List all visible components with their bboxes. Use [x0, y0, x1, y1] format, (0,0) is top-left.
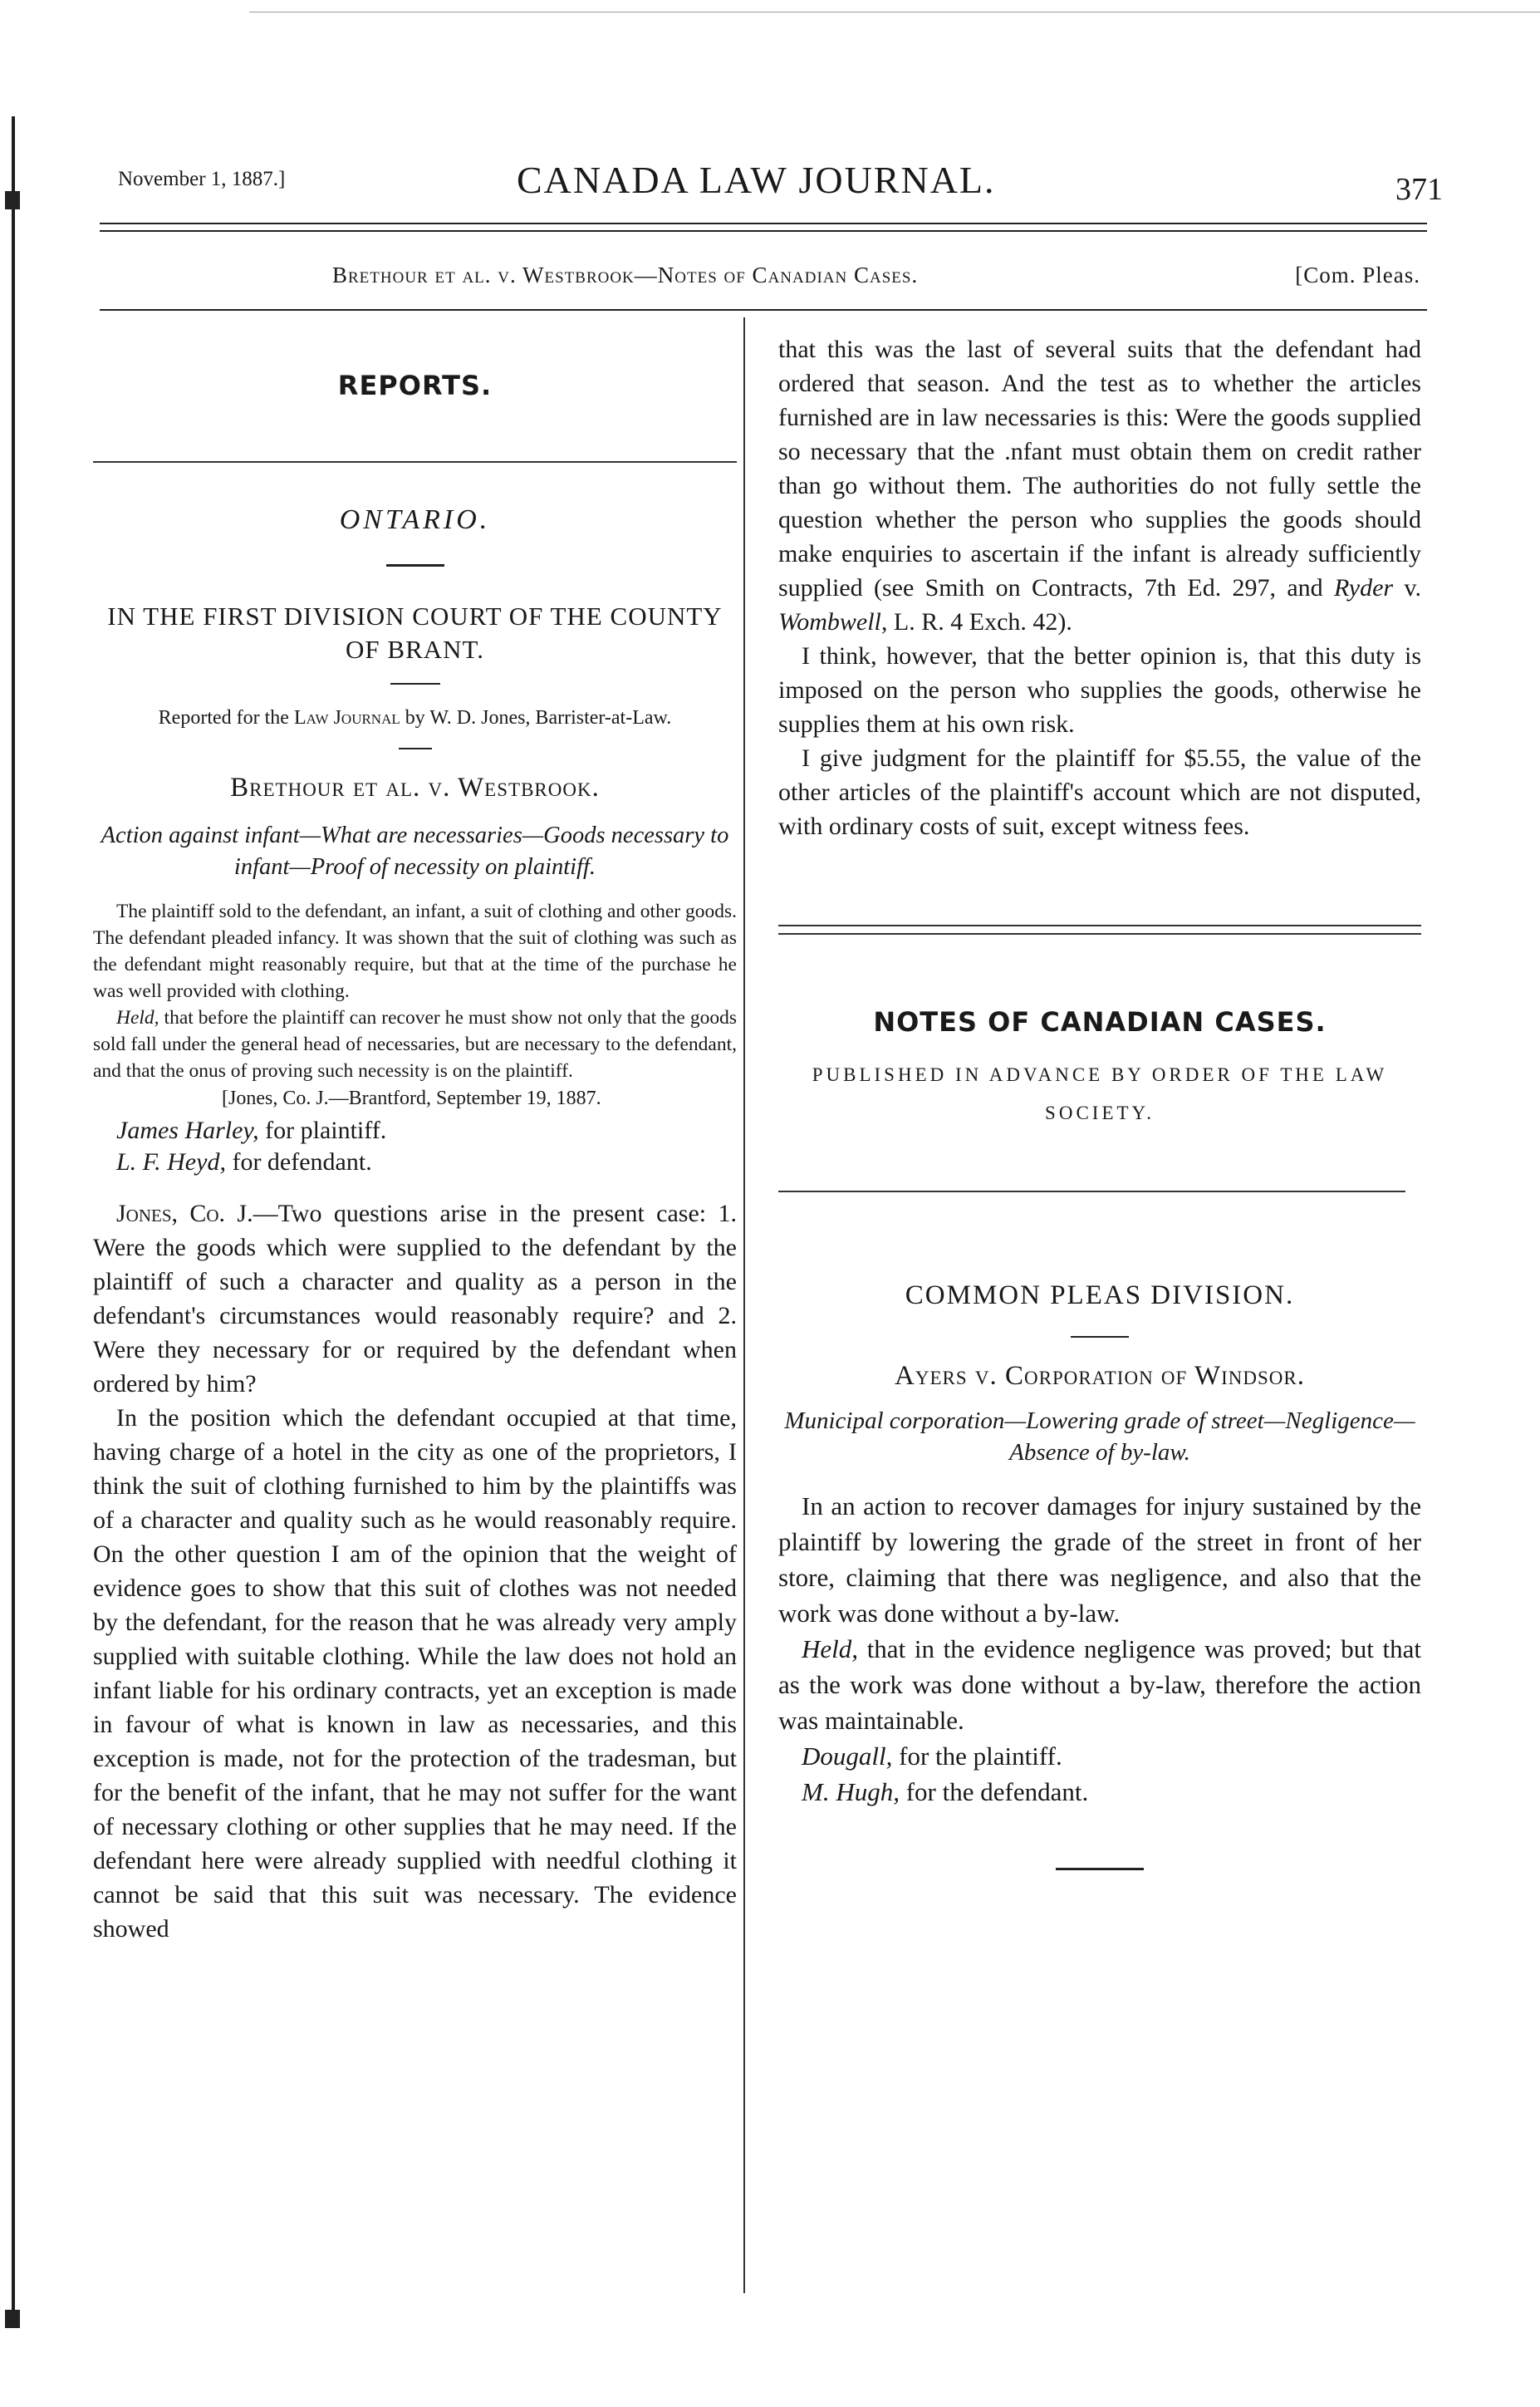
- case-summary: In an action to recover damages for injury sustained by the plaintiff by lowering the grade of the street in front of her store, claiming that there was negligence, and also that the work was done without a by-law.: [778, 1491, 1421, 1628]
- division-heading: COMMON PLEAS DIVISION.: [905, 1280, 1295, 1310]
- court-label: [Com. Pleas.: [1295, 263, 1420, 287]
- short-rule: [390, 683, 440, 685]
- judgment-paragraph: Jones, Co. J.—Two questions arise in the present case: 1. Were the goods which were supplied to the defendant by the plaintiff of such a character and quality as a person in the defendant's circumstances would reasonably require? and 2. Were they necessary for or required by the defendant when ordered by him?: [93, 1200, 737, 1398]
- section-rule-double-top: [778, 925, 1421, 926]
- counsel-defendant: M. Hugh, for the defendant.: [802, 1777, 1089, 1806]
- counsel-plaintiff: Dougall, for the plaintiff.: [802, 1741, 1062, 1771]
- section-rule: [93, 461, 737, 463]
- journal-title: CANADA LAW JOURNAL.: [517, 159, 996, 201]
- published-line: PUBLISHED IN ADVANCE BY ORDER OF THE LAW SOCIETY.: [812, 1064, 1388, 1123]
- column-divider: [743, 317, 745, 2293]
- short-rule: [386, 564, 444, 567]
- right-column: [778, 332, 1421, 1870]
- case-title: Brethour et al. v. Westbrook.: [230, 773, 600, 803]
- province-heading: ONTARIO.: [339, 504, 491, 535]
- held-note: Held, that in the evidence negligence was proved; but that as the work was done without a by-law, therefore the action was maintainable.: [778, 1634, 1421, 1735]
- case-subject: Municipal corporation—Lowering grade of street—Negligence—Absence of by-law.: [784, 1407, 1415, 1466]
- header-rule-bottom: [100, 230, 1427, 232]
- section-rule: [778, 1191, 1405, 1192]
- issue-date: November 1, 1887.]: [118, 168, 286, 190]
- reported-by: Reported for the Law Journal by W. D. Jones, Barrister-at-Law.: [158, 707, 672, 729]
- judge-line: [Jones, Co. J.—Brantford, September 19, 1887.: [222, 1088, 601, 1109]
- counsel-plaintiff: James Harley, for plaintiff.: [116, 1117, 387, 1144]
- counsel-defendant: L. F. Heyd, for defendant.: [116, 1148, 372, 1176]
- page-binding-edge: [0, 0, 25, 2407]
- header-rule-top: [100, 223, 1427, 224]
- subheader-rule: [100, 309, 1427, 311]
- held-note: Held, that before the plaintiff can recover he must show not only that the goods sold fall under the general head of necessaries, but are necessary to the defendant, and that the onus of proving such necessity is on the plaintiff.: [93, 1007, 737, 1082]
- end-rule: [1056, 1868, 1144, 1870]
- reports-heading: REPORTS.: [337, 370, 493, 401]
- headnote: The plaintiff sold to the defendant, an infant, a suit of clothing and other goods. The defendant pleaded infancy. It was shown that the suit of clothing was such as the defendant might reasonably require, but that at the time of the purchase he was well provided with clothing.: [93, 901, 737, 1002]
- short-rule: [1071, 1336, 1129, 1338]
- running-header: [118, 158, 1443, 216]
- notes-heading: NOTES OF CANADIAN CASES.: [873, 1006, 1327, 1038]
- case-line: Brethour et al. v. Westbrook—Notes of Canadian Cases.: [332, 263, 919, 287]
- case-subheader: [332, 263, 1420, 288]
- judgment-continued: that this was the last of several suits that the defendant had ordered that season. And the test as to whether the articles furnished are in law necessaries is this: Were the goods supplied so necessary that the .nfant must obtain them on credit rather than go without them. The authorities do not fully settle the question whether the person who supplies the goods should make enquiries to ascertain if the infant is already sufficiently supplied (see Smith on Contracts, 7th Ed. 297, and Ryder v. Wombwell, L. R. 4 Exch. 42).: [778, 336, 1421, 636]
- short-rule: [399, 748, 432, 749]
- court-heading: IN THE FIRST DIVISION COURT OF THE COUNTY OF BRANT.: [107, 602, 723, 664]
- section-rule-double-bottom: [778, 933, 1421, 935]
- case-title: Ayers v. Corporation of Windsor.: [895, 1361, 1305, 1391]
- judgment-paragraph: I give judgment for the plaintiff for $5.55, the value of the other articles of the plaintiff's account which are not disputed, with ordinary costs of suit, except witness fees.: [778, 744, 1421, 840]
- judgment-paragraph: In the position which the defendant occupied at that time, having charge of a hotel in the city as one of the proprietors, I think the suit of clothing furnished to him by the plaintiffs was of a character and quality such as he would reasonably require. On the other question I am of the opinion that the weight of evidence goes to show that this suit of clothes was not needed by the defendant, for the reason that he was already very amply supplied with suitable clothing. While the law does not hold an infant liable for his ordinary contracts, yet an exception is made in favour of what is known in law as necessaries, and this exception is made, not for the protection of the tradesman, but for the benefit of the infant, that he may not suffer for the want of necessary clothing or other supplies that he may need. If the defendant here were already supplied with needful clothing it cannot be said that this suit was necessary. The evidence showed: [93, 1404, 737, 1943]
- left-column: [93, 345, 737, 1946]
- judgment-paragraph: I think, however, that the better opinion is, that this duty is imposed on the person who supplies the goods, otherwise he supplies them at his own risk.: [778, 642, 1421, 738]
- case-subject: Action against infant—What are necessaries—Goods necessary to infant—Proof of necessity on plaintiff.: [101, 823, 729, 880]
- page-number: 371: [1395, 172, 1443, 207]
